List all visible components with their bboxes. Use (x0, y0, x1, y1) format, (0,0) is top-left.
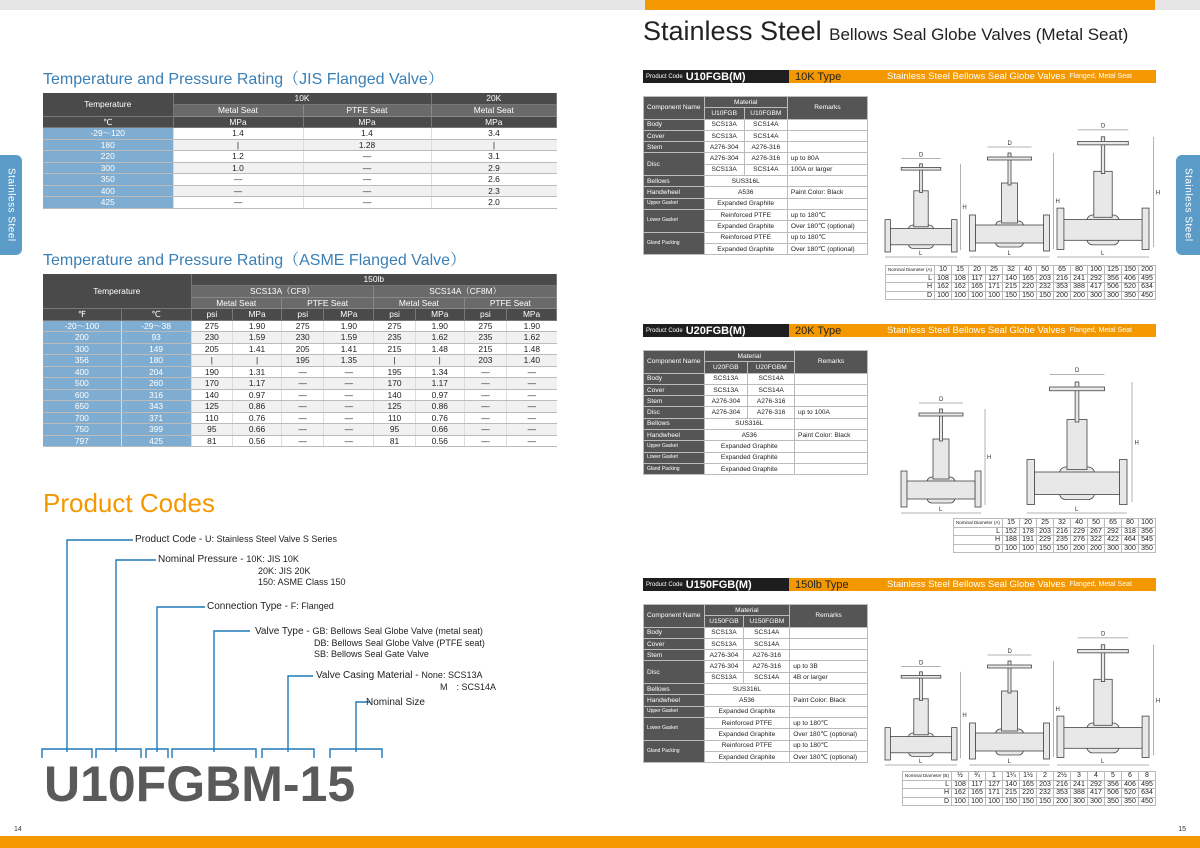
table-cell: | (233, 355, 282, 367)
table-cell: 400 (43, 366, 121, 378)
table-cell: 110 (191, 412, 233, 424)
table-cell: 425 (121, 435, 191, 447)
table-row (43, 343, 557, 355)
table-cell: 1.48 (507, 343, 557, 355)
jis-rating-table: Temperature 10K 20K Metal Seat PTFE Seat Metal Seat ℃ MPa MPa MPa -29～120 1.4 1.4 3.4 180 | 1.28 | 220 1.2 — 3.1 300 1.0 — 2.9 350 — — 2.6 400 — — 2.3 425 — — 2.0 (43, 93, 557, 209)
section-header: Product Code U10FGB(M) 10K Type Stainless Steel Bellows Seal Globe Valves Flanged, Metal Seat (643, 70, 1156, 83)
table-cell: — (464, 412, 507, 424)
table-cell: — (324, 366, 374, 378)
asme-rating-table: Temperature 150lb SCS13A（CF8） SCS14A（CF8M） Metal Seat PTFE Seat Metal Seat PTFE Seat ℉ ℃ psi MPa psi MPa psi MPa psi MPa -20～100 -29～38 275 1.90 275 1.90 275 1.90 275 1.90 200 93 230 1.59 230 1.59 235 1.62 235 1.62 300 149 205 1.41 205 1.41 215 1.48 215 1.48 356 180 | | 195 1.35 | | 203 1.40 400 204 190 1.31 — — 195 1.34 — — 500 260 170 1.17 — — 170 1.17 — — 600 316 140 0.97 — — 140 0.97 — — 650 343 125 0.86 — — 125 0.86 — — 700 371 110 0.76 — — 110 0.76 — — 750 399 95 0.66 — — 95 0.66 — — 797 425 81 0.56 — — 81 0.56 — — (43, 274, 557, 447)
valve-drawing (1055, 604, 1161, 769)
svg-text:H: H (962, 712, 967, 719)
table-cell: 230 (191, 332, 233, 344)
svg-text:D: D (1075, 368, 1080, 374)
table-cell: — (281, 424, 324, 436)
valve-drawing (967, 96, 1060, 261)
table-cell: 500 (43, 378, 121, 390)
table-cell: 1.17 (233, 378, 282, 390)
table-row (43, 320, 557, 332)
table-row (43, 185, 557, 197)
table-cell: 1.34 (415, 366, 464, 378)
table-cell: — (281, 412, 324, 424)
svg-text:H: H (987, 455, 992, 461)
table-cell: 425 (43, 197, 173, 209)
valve-drawing (967, 604, 1060, 769)
table-cell: | (415, 355, 464, 367)
page-title: Stainless Steel Bellows Seal Globe Valves (Metal Seat) (643, 16, 1129, 46)
table-cell: 300 (43, 162, 173, 174)
table-cell: 750 (43, 424, 121, 436)
table-cell: 180 (43, 139, 173, 151)
section-u150fgb (643, 578, 1161, 805)
top-accent-bar (645, 0, 1155, 10)
table-cell: 3.4 (431, 128, 557, 140)
table-row (43, 197, 557, 209)
table-cell: 0.56 (415, 435, 464, 447)
table-cell: 300 (43, 343, 121, 355)
table-cell: — (507, 389, 557, 401)
table-cell: — (324, 435, 374, 447)
table-cell: — (324, 389, 374, 401)
table-cell: 1.48 (415, 343, 464, 355)
bottom-bar (0, 836, 1200, 848)
svg-text:H: H (1055, 707, 1060, 713)
table-cell: 190 (191, 366, 233, 378)
table-row (43, 151, 557, 163)
table-cell: — (464, 424, 507, 436)
table-cell: 3.1 (431, 151, 557, 163)
table-cell: 0.66 (415, 424, 464, 436)
table-cell: 204 (121, 366, 191, 378)
table-cell: 275 (464, 320, 507, 332)
table-cell: 1.41 (233, 343, 282, 355)
table-cell: — (303, 162, 431, 174)
svg-text:D: D (939, 397, 944, 403)
table-cell: 195 (281, 355, 324, 367)
table-cell: | (374, 355, 416, 367)
table-cell: — (173, 185, 303, 197)
valve-drawings (881, 342, 1147, 517)
table-cell: 81 (191, 435, 233, 447)
material-table: Component Name Material Remarks U150FGB U150FGBM Body SCS13A SCS14A Cover SCS13A SCS14A Stem A276-304 A276-316 Disc A276-304 A276-316 up to 3B SCS13A SCS14A 4B or larger Bellows SUS316L Handwheel A536 Paint Color: Black Upper Gasket Expanded Graphite Lower Gasket Reinforced PTFE up to 180℃ Expanded Graphite Over 180℃ (optional) Gland Packing Reinforced PTFE up to 180℃ Expanded Graphite Over 180℃ (optional) (643, 604, 868, 763)
table-cell: — (303, 185, 431, 197)
table-cell: 1.41 (324, 343, 374, 355)
table-cell: 110 (374, 412, 416, 424)
asme-section-title: Temperature and Pressure Rating（ASME Flanged Valve） (43, 252, 467, 269)
product-codes-title: Product Codes (43, 488, 215, 518)
table-cell: — (303, 197, 431, 209)
table-cell: — (324, 401, 374, 413)
table-cell: 2.6 (431, 174, 557, 186)
table-cell: 95 (374, 424, 416, 436)
table-row (43, 366, 557, 378)
table-row (43, 424, 557, 436)
table-cell: 170 (374, 378, 416, 390)
table-cell: 0.86 (233, 401, 282, 413)
page-number-left: 14 (14, 826, 22, 833)
material-table: Component Name Material Remarks U20FGB U20FGBM Body SCS13A SCS14A Cover SCS13A SCS14A Stem A276-304 A276-316 Disc A276-304 A276-316 up to 100A Bellows SUS316L Handwheel A536 Paint Color: Black Upper Gasket Expanded Graphite Lower Gasket Expanded Graphite Gland Packing Expanded Graphite (643, 350, 868, 475)
table-cell: — (507, 435, 557, 447)
code-line-valve-type: Valve Type - GB: Bellows Seal Globe Valve (metal seat) DB: Bellows Seal Globe Valve (PTFE seat) SB: Bellows Seal Gate Valve (255, 626, 485, 659)
table-cell: 650 (43, 401, 121, 413)
code-line-size: Nominal Size (366, 697, 425, 708)
table-cell: 275 (281, 320, 324, 332)
table-cell: 600 (43, 389, 121, 401)
table-row (43, 412, 557, 424)
svg-text:H: H (1134, 440, 1139, 447)
table-cell: — (464, 435, 507, 447)
table-cell: 2.9 (431, 162, 557, 174)
table-cell: — (281, 401, 324, 413)
table-cell: 235 (464, 332, 507, 344)
table-cell: 1.2 (173, 151, 303, 163)
table-row (43, 401, 557, 413)
table-cell: 205 (281, 343, 324, 355)
section-u20fgb (643, 324, 1156, 552)
table-cell: 140 (374, 389, 416, 401)
code-line-connection: Connection Type - F: Flanged (207, 601, 334, 612)
svg-text:L: L (939, 507, 943, 513)
table-cell: 140 (191, 389, 233, 401)
svg-text:D: D (1007, 141, 1012, 147)
table-row (43, 332, 557, 344)
table-cell: 0.76 (233, 412, 282, 424)
table-cell: 343 (121, 401, 191, 413)
table-cell: — (464, 401, 507, 413)
table-cell: 149 (121, 343, 191, 355)
table-cell: 1.35 (324, 355, 374, 367)
table-cell: -29～38 (121, 320, 191, 332)
table-cell: 260 (121, 378, 191, 390)
svg-text:L: L (1101, 251, 1105, 257)
valve-drawings (881, 96, 1161, 261)
table-cell: 356 (43, 355, 121, 367)
svg-text:H: H (1055, 199, 1060, 205)
table-cell: 1.59 (233, 332, 282, 344)
side-tab-left: Stainless Steel (0, 155, 22, 255)
table-cell: 203 (464, 355, 507, 367)
svg-text:L: L (1101, 759, 1105, 765)
table-cell: 0.76 (415, 412, 464, 424)
table-cell: 125 (191, 401, 233, 413)
code-line-pressure: Nominal Pressure - 10K: JIS 10K 20K: JIS 20K 150: ASME Class 150 (158, 554, 346, 587)
table-cell: | (191, 355, 233, 367)
table-cell: 399 (121, 424, 191, 436)
table-cell: — (281, 389, 324, 401)
table-cell: 125 (374, 401, 416, 413)
table-row (43, 378, 557, 390)
table-cell: 0.66 (233, 424, 282, 436)
table-row (43, 162, 557, 174)
table-cell: 215 (374, 343, 416, 355)
svg-text:L: L (919, 759, 923, 765)
code-line-casing: Valve Casing Material - None: SCS13A M : SCS14A (316, 670, 497, 692)
svg-text:D: D (919, 152, 924, 159)
table-cell: — (507, 378, 557, 390)
table-row (43, 389, 557, 401)
table-cell: 275 (374, 320, 416, 332)
table-cell: 275 (191, 320, 233, 332)
svg-text:D: D (1101, 631, 1106, 638)
table-cell: — (281, 366, 324, 378)
section-header: Product Code U150FGB(M) 150lb Type Stainless Steel Bellows Seal Globe Valves Flanged, Metal Seat (643, 578, 1156, 591)
dimension-table: Nominal Diameter (B) ½ ¾ 1 1¼ 1½ 2 2½ 3 4 5 6 8 L 108 117 127 140 165 203 216 241 292 356 406 495 H 162 165 171 215 220 232 353 388 417 506 520 634 D 100 100 100 150 150 150 200 300 300 350 350 450 (902, 771, 1156, 806)
table-cell: — (324, 378, 374, 390)
table-cell: — (281, 435, 324, 447)
table-cell: — (507, 401, 557, 413)
table-cell: | (173, 139, 303, 151)
table-cell: — (281, 378, 324, 390)
svg-text:H: H (962, 204, 967, 211)
table-cell: 235 (374, 332, 416, 344)
dimension-table: Nominal Diameter (A) 10 15 20 25 32 40 50 65 80 100 125 150 200 L 108 108 117 127 140 165 203 216 241 292 356 406 495 H 162 162 165 171 215 220 232 353 388 417 506 520 634 D 100 100 100 100 150 150 150 200 200 300 300 350 450 (885, 265, 1156, 300)
jis-section-title: Temperature and Pressure Rating（JIS Flanged Valve） (43, 71, 444, 88)
valve-drawing (881, 96, 967, 261)
table-cell: 220 (43, 151, 173, 163)
table-cell: 170 (191, 378, 233, 390)
side-tab-right: Stainless Steel (1176, 155, 1200, 255)
table-cell: 1.31 (233, 366, 282, 378)
svg-text:D: D (1007, 649, 1012, 655)
table-cell: — (464, 366, 507, 378)
table-cell: 1.90 (415, 320, 464, 332)
table-cell: 797 (43, 435, 121, 447)
table-cell: 1.17 (415, 378, 464, 390)
svg-text:L: L (1075, 507, 1079, 513)
table-cell: | (431, 139, 557, 151)
table-row (43, 174, 557, 186)
table-cell: 1.90 (324, 320, 374, 332)
table-cell: — (464, 378, 507, 390)
table-row (43, 435, 557, 447)
table-cell: — (173, 197, 303, 209)
table-cell: 0.97 (233, 389, 282, 401)
table-cell: — (464, 389, 507, 401)
table-cell: 1.90 (507, 320, 557, 332)
table-cell: 230 (281, 332, 324, 344)
valve-drawing (881, 342, 1001, 517)
table-cell: 1.4 (173, 128, 303, 140)
table-cell: 1.4 (303, 128, 431, 140)
table-cell: 215 (464, 343, 507, 355)
valve-drawing (1055, 96, 1161, 261)
section-header: Product Code U20FGB(M) 20K Type Stainless Steel Bellows Seal Globe Valves Flanged, Metal Seat (643, 324, 1156, 337)
table-cell: 0.86 (415, 401, 464, 413)
table-cell: 1.62 (415, 332, 464, 344)
table-cell: 1.40 (507, 355, 557, 367)
table-cell: 2.3 (431, 185, 557, 197)
table-cell: — (324, 412, 374, 424)
table-cell: 0.97 (415, 389, 464, 401)
dimension-table: Nominal Diameter (A) 15 20 25 32 40 50 65 80 100 L 152 178 203 216 229 267 292 318 356 H 188 191 229 235 276 322 422 464 545 D 100 100 150 150 200 200 300 300 350 (953, 518, 1156, 553)
svg-text:L: L (919, 251, 923, 257)
table-row (43, 128, 557, 140)
table-cell: 371 (121, 412, 191, 424)
valve-drawings (881, 604, 1161, 769)
table-cell: — (303, 151, 431, 163)
svg-text:D: D (919, 660, 924, 667)
svg-text:H: H (1155, 190, 1161, 197)
valve-drawing (881, 604, 967, 769)
table-cell: 205 (191, 343, 233, 355)
svg-text:H: H (1155, 698, 1161, 705)
table-cell: 180 (121, 355, 191, 367)
table-cell: 400 (43, 185, 173, 197)
table-cell: 93 (121, 332, 191, 344)
table-row (43, 139, 557, 151)
table-cell: 700 (43, 412, 121, 424)
table-cell: — (507, 366, 557, 378)
table-cell: 316 (121, 389, 191, 401)
table-cell: — (324, 424, 374, 436)
table-cell: 1.59 (324, 332, 374, 344)
page-number-right: 15 (1178, 826, 1186, 833)
table-cell: 350 (43, 174, 173, 186)
material-table: Component Name Material Remarks U10FGB U10FGBM Body SCS13A SCS14A Cover SCS13A SCS14A Stem A276-304 A276-316 Disc A276-304 A276-316 up to 80A SCS13A SCS14A 100A or larger Bellows SUS316L Handwheel A536 Paint Color: Black Upper Gasket Expanded Graphite Lower Gasket Reinforced PTFE up to 180℃ Expanded Graphite Over 180℃ (optional) Gland Packing Reinforced PTFE up to 180℃ Expanded Graphite Over 180℃ (optional) (643, 96, 868, 255)
code-line-product: Product Code - U: Stainless Steel Valve S Series (135, 534, 337, 545)
table-row (43, 355, 557, 367)
table-cell: -20～100 (43, 320, 121, 332)
table-cell: 195 (374, 366, 416, 378)
svg-text:D: D (1101, 123, 1106, 130)
table-cell: 1.62 (507, 332, 557, 344)
table-cell: 1.28 (303, 139, 431, 151)
table-cell: 1.0 (173, 162, 303, 174)
valve-drawing (1007, 342, 1147, 517)
table-cell: 200 (43, 332, 121, 344)
table-cell: — (303, 174, 431, 186)
table-cell: 2.0 (431, 197, 557, 209)
table-cell: 0.56 (233, 435, 282, 447)
table-cell: 95 (191, 424, 233, 436)
product-code-example: U10FGBM-15 (44, 756, 356, 812)
table-cell: — (507, 412, 557, 424)
table-cell: 81 (374, 435, 416, 447)
table-cell: — (173, 174, 303, 186)
section-u10fgb (643, 70, 1161, 299)
table-cell: — (507, 424, 557, 436)
svg-text:L: L (1007, 251, 1011, 257)
svg-text:L: L (1007, 759, 1011, 765)
table-cell: -29～120 (43, 128, 173, 140)
table-cell: 1.90 (233, 320, 282, 332)
